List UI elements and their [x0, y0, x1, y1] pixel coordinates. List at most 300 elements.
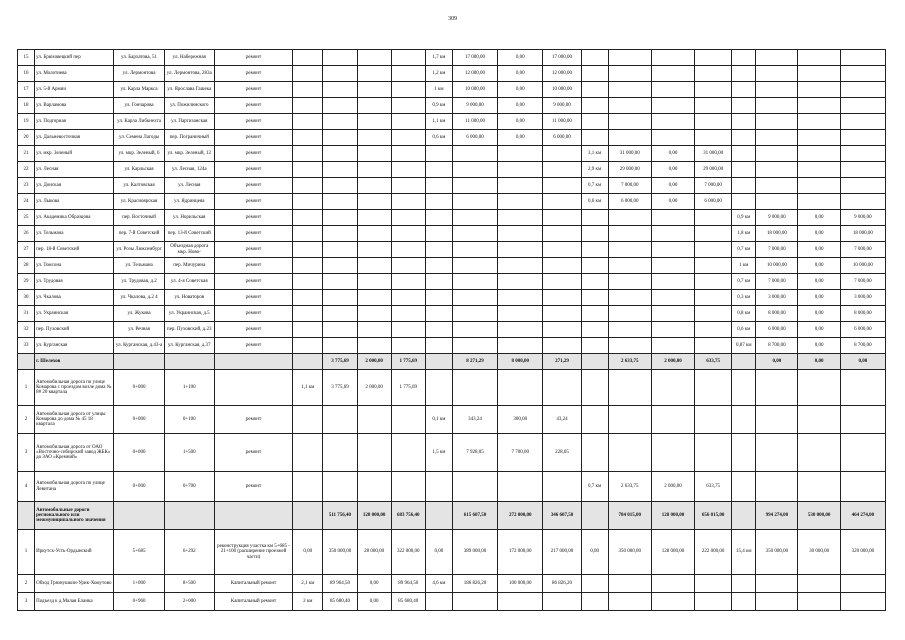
- cell-c2: [323, 242, 357, 258]
- cell-v4: 7 000,00: [756, 242, 798, 258]
- cell-v4: [756, 406, 798, 434]
- cell-g3: 633,75: [695, 472, 732, 502]
- cell-f2: [498, 258, 543, 274]
- cell-c1: 1,1 км: [293, 370, 323, 406]
- cell-v3: [608, 370, 651, 406]
- cell-l2: [425, 290, 452, 306]
- cell-f4: [798, 82, 840, 98]
- cell-f2: 7 700,00: [498, 434, 543, 472]
- cell-n: 4: [18, 472, 35, 502]
- cell-from: пер. Восточный: [114, 210, 164, 226]
- table-row: [18, 434, 886, 472]
- cell-g4: [840, 50, 885, 66]
- cell-c4: [391, 66, 425, 82]
- cell-l3: 0,7 км: [581, 178, 608, 194]
- cell-c3: [357, 146, 391, 162]
- cell-f3: [651, 130, 694, 146]
- cell-l2: [425, 322, 452, 338]
- cell-g4: [840, 593, 885, 611]
- cell-type: ремонт: [214, 194, 292, 210]
- cell-g3: 29 000,00: [695, 162, 732, 178]
- cell-to: ул. Украинская, д.5: [164, 306, 214, 322]
- cell-g3: 31 000,00: [695, 146, 732, 162]
- cell-c2: [323, 226, 357, 242]
- cell-v2: 9 000,00: [452, 98, 497, 114]
- cell-g4: 3 000,00: [840, 290, 885, 306]
- cell-c2: [323, 210, 357, 226]
- cell-c4: [391, 472, 425, 502]
- cell-g4: 464 274,00: [840, 502, 885, 530]
- cell-l4: 0,7 км: [732, 274, 756, 290]
- cell-to: Объездная дорога мкр. Ново-: [164, 242, 214, 258]
- cell-g4: [840, 130, 885, 146]
- cell-type: ремонт: [214, 290, 292, 306]
- cell-c1: [293, 66, 323, 82]
- cell-v4: 3 000,00: [756, 290, 798, 306]
- cell-g2: 86 826,20: [543, 575, 581, 593]
- cell-c4: [391, 226, 425, 242]
- cell-to: ул. Лермонтова, 283а: [164, 66, 214, 82]
- cell-v3: [608, 242, 651, 258]
- cell-v3: [608, 593, 651, 611]
- cell-f2: 0,00: [498, 66, 543, 82]
- cell-l3: [581, 354, 608, 370]
- cell-v2: [452, 194, 497, 210]
- cell-f3: 0,00: [651, 162, 694, 178]
- cell-to: ул. Ядринцева: [164, 194, 214, 210]
- cell-c3: [357, 162, 391, 178]
- cell-v2: [452, 306, 497, 322]
- cell-l3: [581, 226, 608, 242]
- cell-f4: 0,00: [798, 258, 840, 274]
- cell-f4: [798, 434, 840, 472]
- cell-f2: [498, 290, 543, 306]
- cell-g3: [695, 434, 732, 472]
- cell-c1: 2 км: [293, 593, 323, 611]
- cell-c1: [293, 82, 323, 98]
- cell-l4: [732, 472, 756, 502]
- cell-l2: 1,2 км: [425, 66, 452, 82]
- cell-v3: [608, 290, 651, 306]
- cell-g3: 633,75: [695, 354, 732, 370]
- cell-f3: 0,00: [651, 178, 694, 194]
- cell-to: 1+100: [164, 370, 214, 406]
- cell-l4: [732, 354, 756, 370]
- cell-f2: [498, 274, 543, 290]
- cell-f2: [498, 242, 543, 258]
- cell-v3: [608, 98, 651, 114]
- cell-to: 0+700: [164, 472, 214, 502]
- cell-v4: [756, 50, 798, 66]
- cell-v3: [608, 66, 651, 82]
- cell-c3: 0,00: [357, 575, 391, 593]
- cell-v3: [608, 274, 651, 290]
- cell-g3: [695, 242, 732, 258]
- cell-c3: [357, 338, 391, 354]
- cell-c2: 85 680,40: [323, 593, 357, 611]
- cell-v3: 31 000,00: [608, 146, 651, 162]
- cell-to: ул. Лесная, 124а: [164, 162, 214, 178]
- table-row: [18, 472, 886, 502]
- cell-type: ремонт: [214, 274, 292, 290]
- cell-f4: 30 000,00: [798, 530, 840, 575]
- cell-l3: [581, 434, 608, 472]
- cell-type: Капитальный ремонт: [214, 575, 292, 593]
- cell-name: ул. Молотиева: [35, 66, 114, 82]
- cell-g3: [695, 290, 732, 306]
- cell-l4: 0,7 км: [732, 242, 756, 258]
- cell-type: ремонт: [214, 258, 292, 274]
- cell-to: ул. Ярослава Гашека: [164, 82, 214, 98]
- cell-l2: [425, 370, 452, 406]
- cell-to: 1+500: [164, 434, 214, 472]
- cell-name: ул. Лыкова: [35, 194, 114, 210]
- cell-v2: [452, 242, 497, 258]
- cell-g4: [840, 406, 885, 434]
- cell-c1: [293, 162, 323, 178]
- cell-g4: [840, 114, 885, 130]
- cell-n: 27: [18, 242, 35, 258]
- cell-c3: [357, 130, 391, 146]
- cell-l3: [581, 274, 608, 290]
- cell-l2: [425, 194, 452, 210]
- subtotal-name: Автомобильные дороги регионального или межмуниципального значения: [35, 502, 114, 530]
- table-row: [18, 306, 886, 322]
- cell-to: пер. Мичурина: [164, 258, 214, 274]
- cell-from: ул. Розы Люксембург: [114, 242, 164, 258]
- cell-v4: [756, 66, 798, 82]
- cell-type: ремонт: [214, 146, 292, 162]
- cell-n: 31: [18, 306, 35, 322]
- cell-name: ул. Тельмана: [35, 226, 114, 242]
- cell-g4: 8 000,00: [840, 306, 885, 322]
- cell-type: ремонт: [214, 50, 292, 66]
- cell-f4: [798, 194, 840, 210]
- cell-f4: [798, 370, 840, 406]
- cell-n: [18, 502, 35, 530]
- cell-l2: [425, 178, 452, 194]
- cell-g3: [695, 114, 732, 130]
- cell-f3: [651, 575, 694, 593]
- cell-c4: 85 680,40: [391, 593, 425, 611]
- cell-name: ул. Подгорная: [35, 114, 114, 130]
- table-row: [18, 242, 886, 258]
- cell-f3: [651, 50, 694, 66]
- cell-l4: 15,4 км: [732, 530, 756, 575]
- table-row: [18, 82, 886, 98]
- cell-f2: [498, 472, 543, 502]
- cell-l3: 0,00: [581, 530, 608, 575]
- cell-c2: 3 775,69: [323, 370, 357, 406]
- cell-g2: 12 000,00: [543, 66, 581, 82]
- cell-f4: 0,00: [798, 306, 840, 322]
- cell-l4: [732, 50, 756, 66]
- cell-l4: [732, 130, 756, 146]
- cell-c1: [293, 338, 323, 354]
- cell-name: ул. 5-й Армии: [35, 82, 114, 98]
- cell-g3: [695, 306, 732, 322]
- table-subtotal-shelekhov: [18, 354, 886, 370]
- cell-g3: [695, 593, 732, 611]
- cell-c1: [293, 114, 323, 130]
- cell-type: ремонт: [214, 322, 292, 338]
- cell-f2: 172 000,00: [498, 530, 543, 575]
- table-row: [18, 575, 886, 593]
- cell-g2: [543, 242, 581, 258]
- cell-f3: [651, 242, 694, 258]
- cell-l4: 0,8 км: [732, 306, 756, 322]
- cell-name: ул. Лесная: [35, 162, 114, 178]
- cell-c1: [293, 130, 323, 146]
- table-row: [18, 274, 886, 290]
- cell-g2: [543, 226, 581, 242]
- cell-l3: [581, 338, 608, 354]
- cell-l3: [581, 50, 608, 66]
- cell-l3: [581, 502, 608, 530]
- cell-c4: 89 964,50: [391, 575, 425, 593]
- cell-from: ул. Речная: [114, 322, 164, 338]
- cell-g3: [695, 406, 732, 434]
- table-row: [18, 290, 886, 306]
- cell-c1: [293, 406, 323, 434]
- table-row: [18, 226, 886, 242]
- cell-v4: 6 000,00: [756, 322, 798, 338]
- cell-g3: [695, 258, 732, 274]
- cell-f3: [651, 114, 694, 130]
- table-row: [18, 406, 886, 434]
- cell-to: [164, 354, 214, 370]
- cell-f2: [498, 146, 543, 162]
- cell-c2: [323, 114, 357, 130]
- cell-name: ул. Украинская: [35, 306, 114, 322]
- cell-type: ремонт: [214, 406, 292, 434]
- cell-l2: 1,5 км: [425, 434, 452, 472]
- cell-l4: [732, 98, 756, 114]
- cell-g3: [695, 226, 732, 242]
- cell-l3: [581, 130, 608, 146]
- cell-from: ул. Трудовая, д.2: [114, 274, 164, 290]
- table-row: [18, 114, 886, 130]
- cell-f4: 0,00: [798, 210, 840, 226]
- cell-l2: 1,7 км: [425, 50, 452, 66]
- table-row: [18, 194, 886, 210]
- cell-c4: [391, 114, 425, 130]
- cell-type: ремонт: [214, 98, 292, 114]
- cell-f2: 8 000,00: [498, 354, 543, 370]
- cell-g3: [695, 66, 732, 82]
- cell-v3: [608, 82, 651, 98]
- cell-type: ремонт: [214, 162, 292, 178]
- cell-g2: [543, 370, 581, 406]
- cell-to: 0+100: [164, 406, 214, 434]
- cell-from: [114, 502, 164, 530]
- cell-l4: 0,87 км: [732, 338, 756, 354]
- cell-g4: [840, 66, 885, 82]
- cell-from: пер. 7-й Советский: [114, 226, 164, 242]
- cell-g2: 9 000,00: [543, 98, 581, 114]
- cell-g4: 9 000,00: [840, 210, 885, 226]
- cell-l3: 0,7 км: [581, 472, 608, 502]
- cell-v3: [608, 258, 651, 274]
- cell-c4: [391, 98, 425, 114]
- cell-c1: [293, 290, 323, 306]
- cell-v3: [608, 226, 651, 242]
- cell-c4: [391, 162, 425, 178]
- cell-v2: 10 000,00: [452, 82, 497, 98]
- cell-c1: [293, 322, 323, 338]
- cell-f4: [798, 66, 840, 82]
- cell-l3: [581, 322, 608, 338]
- cell-c1: [293, 178, 323, 194]
- cell-name: Автомобильная дорога от улицы Комарова до дома № 45 18 квартала: [35, 406, 114, 434]
- cell-c3: 2 000,00: [357, 354, 391, 370]
- cell-type: реконструкция участка км 5+685 - 21+100 (расширение проезжей части): [214, 530, 292, 575]
- cell-l4: [732, 434, 756, 472]
- cell-v4: 7 000,00: [756, 274, 798, 290]
- cell-v4: [756, 130, 798, 146]
- cell-g2: [543, 258, 581, 274]
- cell-to: пер. Пуховский, д.23: [164, 322, 214, 338]
- cell-from: ул. Карла Либкнехта: [114, 114, 164, 130]
- cell-type: ремонт: [214, 82, 292, 98]
- cell-c2: [323, 146, 357, 162]
- cell-v2: [452, 472, 497, 502]
- cell-v4: [756, 162, 798, 178]
- cell-g4: [840, 162, 885, 178]
- cell-c3: [357, 274, 391, 290]
- cell-g2: 17 000,00: [543, 50, 581, 66]
- cell-l4: 0,6 км: [732, 322, 756, 338]
- cell-to: ул. Партизанская: [164, 114, 214, 130]
- cell-v4: [756, 178, 798, 194]
- cell-f2: [498, 178, 543, 194]
- cell-c2: 3 775,69: [323, 354, 357, 370]
- cell-l3: [581, 306, 608, 322]
- cell-name: ул. Брюховецкий пер: [35, 50, 114, 66]
- cell-f2: 272 000,00: [498, 502, 543, 530]
- cell-f3: 0,00: [651, 146, 694, 162]
- cell-name: ул. Чкалова: [35, 290, 114, 306]
- cell-from: ул. Бархатова, 51: [114, 50, 164, 66]
- cell-from: 0+000: [114, 472, 164, 502]
- table-row: [18, 98, 886, 114]
- cell-g3: [695, 575, 732, 593]
- cell-type: ремонт: [214, 178, 292, 194]
- cell-f2: [498, 162, 543, 178]
- cell-c1: 2,1 км: [293, 575, 323, 593]
- cell-c4: [391, 50, 425, 66]
- cell-n: 3: [18, 434, 35, 472]
- cell-c1: [293, 210, 323, 226]
- cell-c1: [293, 226, 323, 242]
- cell-g4: 7 000,00: [840, 242, 885, 258]
- cell-v3: 29 000,00: [608, 162, 651, 178]
- cell-f4: [798, 472, 840, 502]
- cell-f3: 2 000,00: [651, 354, 694, 370]
- cell-c1: [293, 502, 323, 530]
- cell-c4: [391, 274, 425, 290]
- cell-g2: [543, 146, 581, 162]
- cell-g2: [543, 178, 581, 194]
- cell-to: пер. Пограничный: [164, 130, 214, 146]
- cell-g2: [543, 162, 581, 178]
- cell-c3: [357, 290, 391, 306]
- cell-n: 24: [18, 194, 35, 210]
- cell-l2: [425, 472, 452, 502]
- cell-c4: [391, 178, 425, 194]
- cell-g4: [840, 82, 885, 98]
- cell-v2: [452, 290, 497, 306]
- cell-c2: 89 964,50: [323, 575, 357, 593]
- cell-g3: [695, 338, 732, 354]
- cell-c1: [293, 434, 323, 472]
- cell-n: 30: [18, 290, 35, 306]
- cell-name: ул. Варламова: [35, 98, 114, 114]
- cell-c3: [357, 98, 391, 114]
- cell-c3: [357, 66, 391, 82]
- cell-v3: [608, 338, 651, 354]
- cell-n: 22: [18, 162, 35, 178]
- table-section-regional-roads: [18, 530, 886, 611]
- cell-c3: [357, 258, 391, 274]
- cell-from: ул. Чкалова, д.2 4: [114, 290, 164, 306]
- cell-f3: 128 000,00: [651, 530, 694, 575]
- cell-f4: [798, 593, 840, 611]
- cell-g2: 346 607,50: [543, 502, 581, 530]
- cell-f3: 128 000,00: [651, 502, 694, 530]
- cell-v3: [608, 434, 651, 472]
- cell-c1: [293, 146, 323, 162]
- cell-from: ул. Калтовская: [114, 178, 164, 194]
- cell-v3: [608, 210, 651, 226]
- cell-c2: [323, 258, 357, 274]
- cell-v4: 350 000,00: [756, 530, 798, 575]
- cell-l3: [581, 82, 608, 98]
- cell-f4: 0,00: [798, 226, 840, 242]
- cell-from: ул. Красноярская: [114, 194, 164, 210]
- cell-f3: [651, 406, 694, 434]
- cell-to: 6+292: [164, 530, 214, 575]
- cell-v2: 615 607,50: [452, 502, 497, 530]
- cell-g2: [543, 274, 581, 290]
- cell-type: [214, 370, 292, 406]
- cell-g4: 10 000,00: [840, 258, 885, 274]
- cell-l4: [732, 114, 756, 130]
- cell-c2: 350 000,00: [323, 530, 357, 575]
- cell-c1: [293, 354, 323, 370]
- cell-f2: [498, 226, 543, 242]
- cell-v3: [608, 306, 651, 322]
- cell-f3: [651, 66, 694, 82]
- cell-from: 0+000: [114, 434, 164, 472]
- cell-g3: 6 000,00: [695, 194, 732, 210]
- cell-l2: [425, 162, 452, 178]
- cell-v3: 2 633,75: [608, 472, 651, 502]
- cell-l4: [732, 194, 756, 210]
- cell-c2: [323, 338, 357, 354]
- cell-name: Подъезд к д.Малая Еланка: [35, 593, 114, 611]
- cell-from: ул. Тельмана: [114, 258, 164, 274]
- cell-c4: [391, 146, 425, 162]
- cell-n: 29: [18, 274, 35, 290]
- cell-f4: 0,00: [798, 242, 840, 258]
- cell-n: 21: [18, 146, 35, 162]
- cell-type: ремонт: [214, 434, 292, 472]
- cell-type: ремонт: [214, 242, 292, 258]
- cell-f2: [498, 306, 543, 322]
- cell-to: 8+500: [164, 575, 214, 593]
- cell-g3: 656 015,00: [695, 502, 732, 530]
